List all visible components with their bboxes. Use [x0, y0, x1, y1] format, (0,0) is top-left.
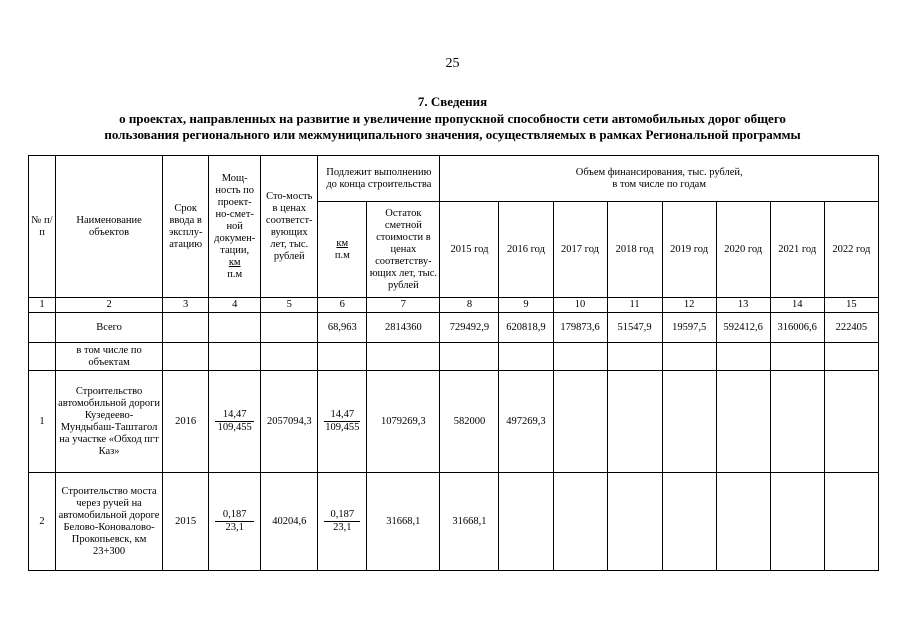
- row-year-value: [662, 473, 716, 571]
- column-number: 7: [367, 298, 440, 313]
- column-number: 2: [56, 298, 163, 313]
- row-capacity-pm: 23,1: [225, 522, 244, 533]
- header-funding: [440, 156, 879, 202]
- header-year: 2018 год: [607, 202, 662, 298]
- total-subject: 68,963: [318, 313, 367, 343]
- page-number: 25: [445, 56, 460, 71]
- header-capacity-unit: км: [228, 256, 241, 268]
- total-year-value: 222405: [824, 313, 878, 343]
- header-capacity-label: Мощ-ность по проект-но-смет-ной докумен-тации,: [214, 172, 256, 256]
- row-year-value: [716, 371, 770, 473]
- row-year-value: [824, 371, 878, 473]
- row-capacity-km: 0,187: [215, 509, 254, 522]
- row-name: Строительство моста через ручей на автомобильной дороге Белово-Коновалово-Прокопьевск, км 23+300: [56, 473, 163, 571]
- total-year-value: 19597,5: [662, 313, 716, 343]
- row-year-value: [770, 473, 824, 571]
- row-year-value: [499, 473, 553, 571]
- total-label: Всего: [56, 313, 163, 343]
- header-funding-line2: в том числе по годам: [612, 178, 706, 190]
- row-subject: [318, 473, 367, 571]
- row-cost: 2057094,3: [261, 371, 318, 473]
- header-year: 2015 год: [440, 202, 499, 298]
- row-year-value: [553, 371, 607, 473]
- row-year-value: [824, 473, 878, 571]
- row-capacity-km: 14,47: [215, 409, 254, 422]
- header-year: 2022 год: [824, 202, 878, 298]
- total-year-value: 620818,9: [499, 313, 553, 343]
- header-capacity: [209, 156, 261, 298]
- column-number: 10: [553, 298, 607, 313]
- projects-table: [28, 155, 879, 571]
- column-number: 9: [499, 298, 553, 313]
- row-year-value: [607, 473, 662, 571]
- row-year-value: 497269,3: [499, 371, 553, 473]
- header-year: 2016 год: [499, 202, 553, 298]
- column-number: 15: [824, 298, 878, 313]
- row-year-value: [770, 371, 824, 473]
- header-subject-unit-pm: п.м: [334, 249, 350, 261]
- header-name: Наименование объектов: [56, 156, 163, 298]
- header-capacity-unit2: п.м: [227, 268, 243, 280]
- total-remainder: 2814360: [367, 313, 440, 343]
- column-number: 1: [29, 298, 56, 313]
- by-objects-label: в том числе по объектам: [56, 343, 163, 371]
- column-number: 6: [318, 298, 367, 313]
- row-num: 1: [29, 371, 56, 473]
- header-subject-unit: [318, 202, 367, 298]
- header-cost: Сто-мость в ценах соответст-вующих лет, тыс. рублей: [261, 156, 318, 298]
- header-remainder: Остаток сметной стоимости в ценах соответству-ющих лет, тыс. рублей: [367, 202, 440, 298]
- table-row: [29, 371, 879, 473]
- row-capacity: [209, 371, 261, 473]
- header-num: № п/п: [29, 156, 56, 298]
- column-number: 12: [662, 298, 716, 313]
- row-name: Строительство автомобильной дороги Кузедеево-Мундыбаш-Таштагол на участке «Обход пгт Каз»: [56, 371, 163, 473]
- column-number: 3: [163, 298, 209, 313]
- table-row-total: [29, 313, 879, 343]
- row-year-value: [553, 473, 607, 571]
- section-subtitle-line-2: пользования регионального или межмуниципального значения, осуществляемых в рамках Региональной программы: [104, 127, 801, 142]
- row-term: 2016: [163, 371, 209, 473]
- column-number: 11: [607, 298, 662, 313]
- row-subject-pm: 23,1: [333, 522, 352, 533]
- row-term: 2015: [163, 473, 209, 571]
- row-year-value: 31668,1: [440, 473, 499, 571]
- header-subject-unit-km: км: [336, 237, 349, 249]
- row-cost: 40204,6: [261, 473, 318, 571]
- column-number: 14: [770, 298, 824, 313]
- row-subject-km: 0,187: [324, 509, 360, 522]
- header-year: 2019 год: [662, 202, 716, 298]
- header-year: 2021 год: [770, 202, 824, 298]
- table-row-subheading: [29, 343, 879, 371]
- row-year-value: [662, 371, 716, 473]
- row-num: 2: [29, 473, 56, 571]
- column-number: 4: [209, 298, 261, 313]
- header-year: 2017 год: [553, 202, 607, 298]
- total-year-value: 179873,6: [553, 313, 607, 343]
- section-title: 7. Сведения: [417, 94, 488, 109]
- total-year-value: 592412,6: [716, 313, 770, 343]
- column-number: 5: [261, 298, 318, 313]
- header-funding-line1: Объем финансирования, тыс. рублей,: [575, 166, 743, 178]
- row-subject: [318, 371, 367, 473]
- total-year-value: 729492,9: [440, 313, 499, 343]
- row-capacity-pm: 109,455: [217, 422, 252, 433]
- column-number: 8: [440, 298, 499, 313]
- section-subtitle-line-1: о проектах, направленных на развитие и увеличение пропускной способности сети автомобильных дорог общего: [119, 111, 786, 126]
- row-year-value: [716, 473, 770, 571]
- header-year: 2020 год: [716, 202, 770, 298]
- header-term: Срок ввода в эксплу-атацию: [163, 156, 209, 298]
- row-year-value: 582000: [440, 371, 499, 473]
- total-year-value: 316006,6: [770, 313, 824, 343]
- table-row: [29, 473, 879, 571]
- column-number: 13: [716, 298, 770, 313]
- row-subject-km: 14,47: [324, 409, 360, 422]
- row-subject-pm: 109,455: [325, 422, 360, 433]
- row-year-value: [607, 371, 662, 473]
- total-year-value: 51547,9: [607, 313, 662, 343]
- header-subject: Подлежит выполнению до конца строительства: [318, 156, 440, 202]
- row-capacity: [209, 473, 261, 571]
- row-remainder: 31668,1: [367, 473, 440, 571]
- row-remainder: 1079269,3: [367, 371, 440, 473]
